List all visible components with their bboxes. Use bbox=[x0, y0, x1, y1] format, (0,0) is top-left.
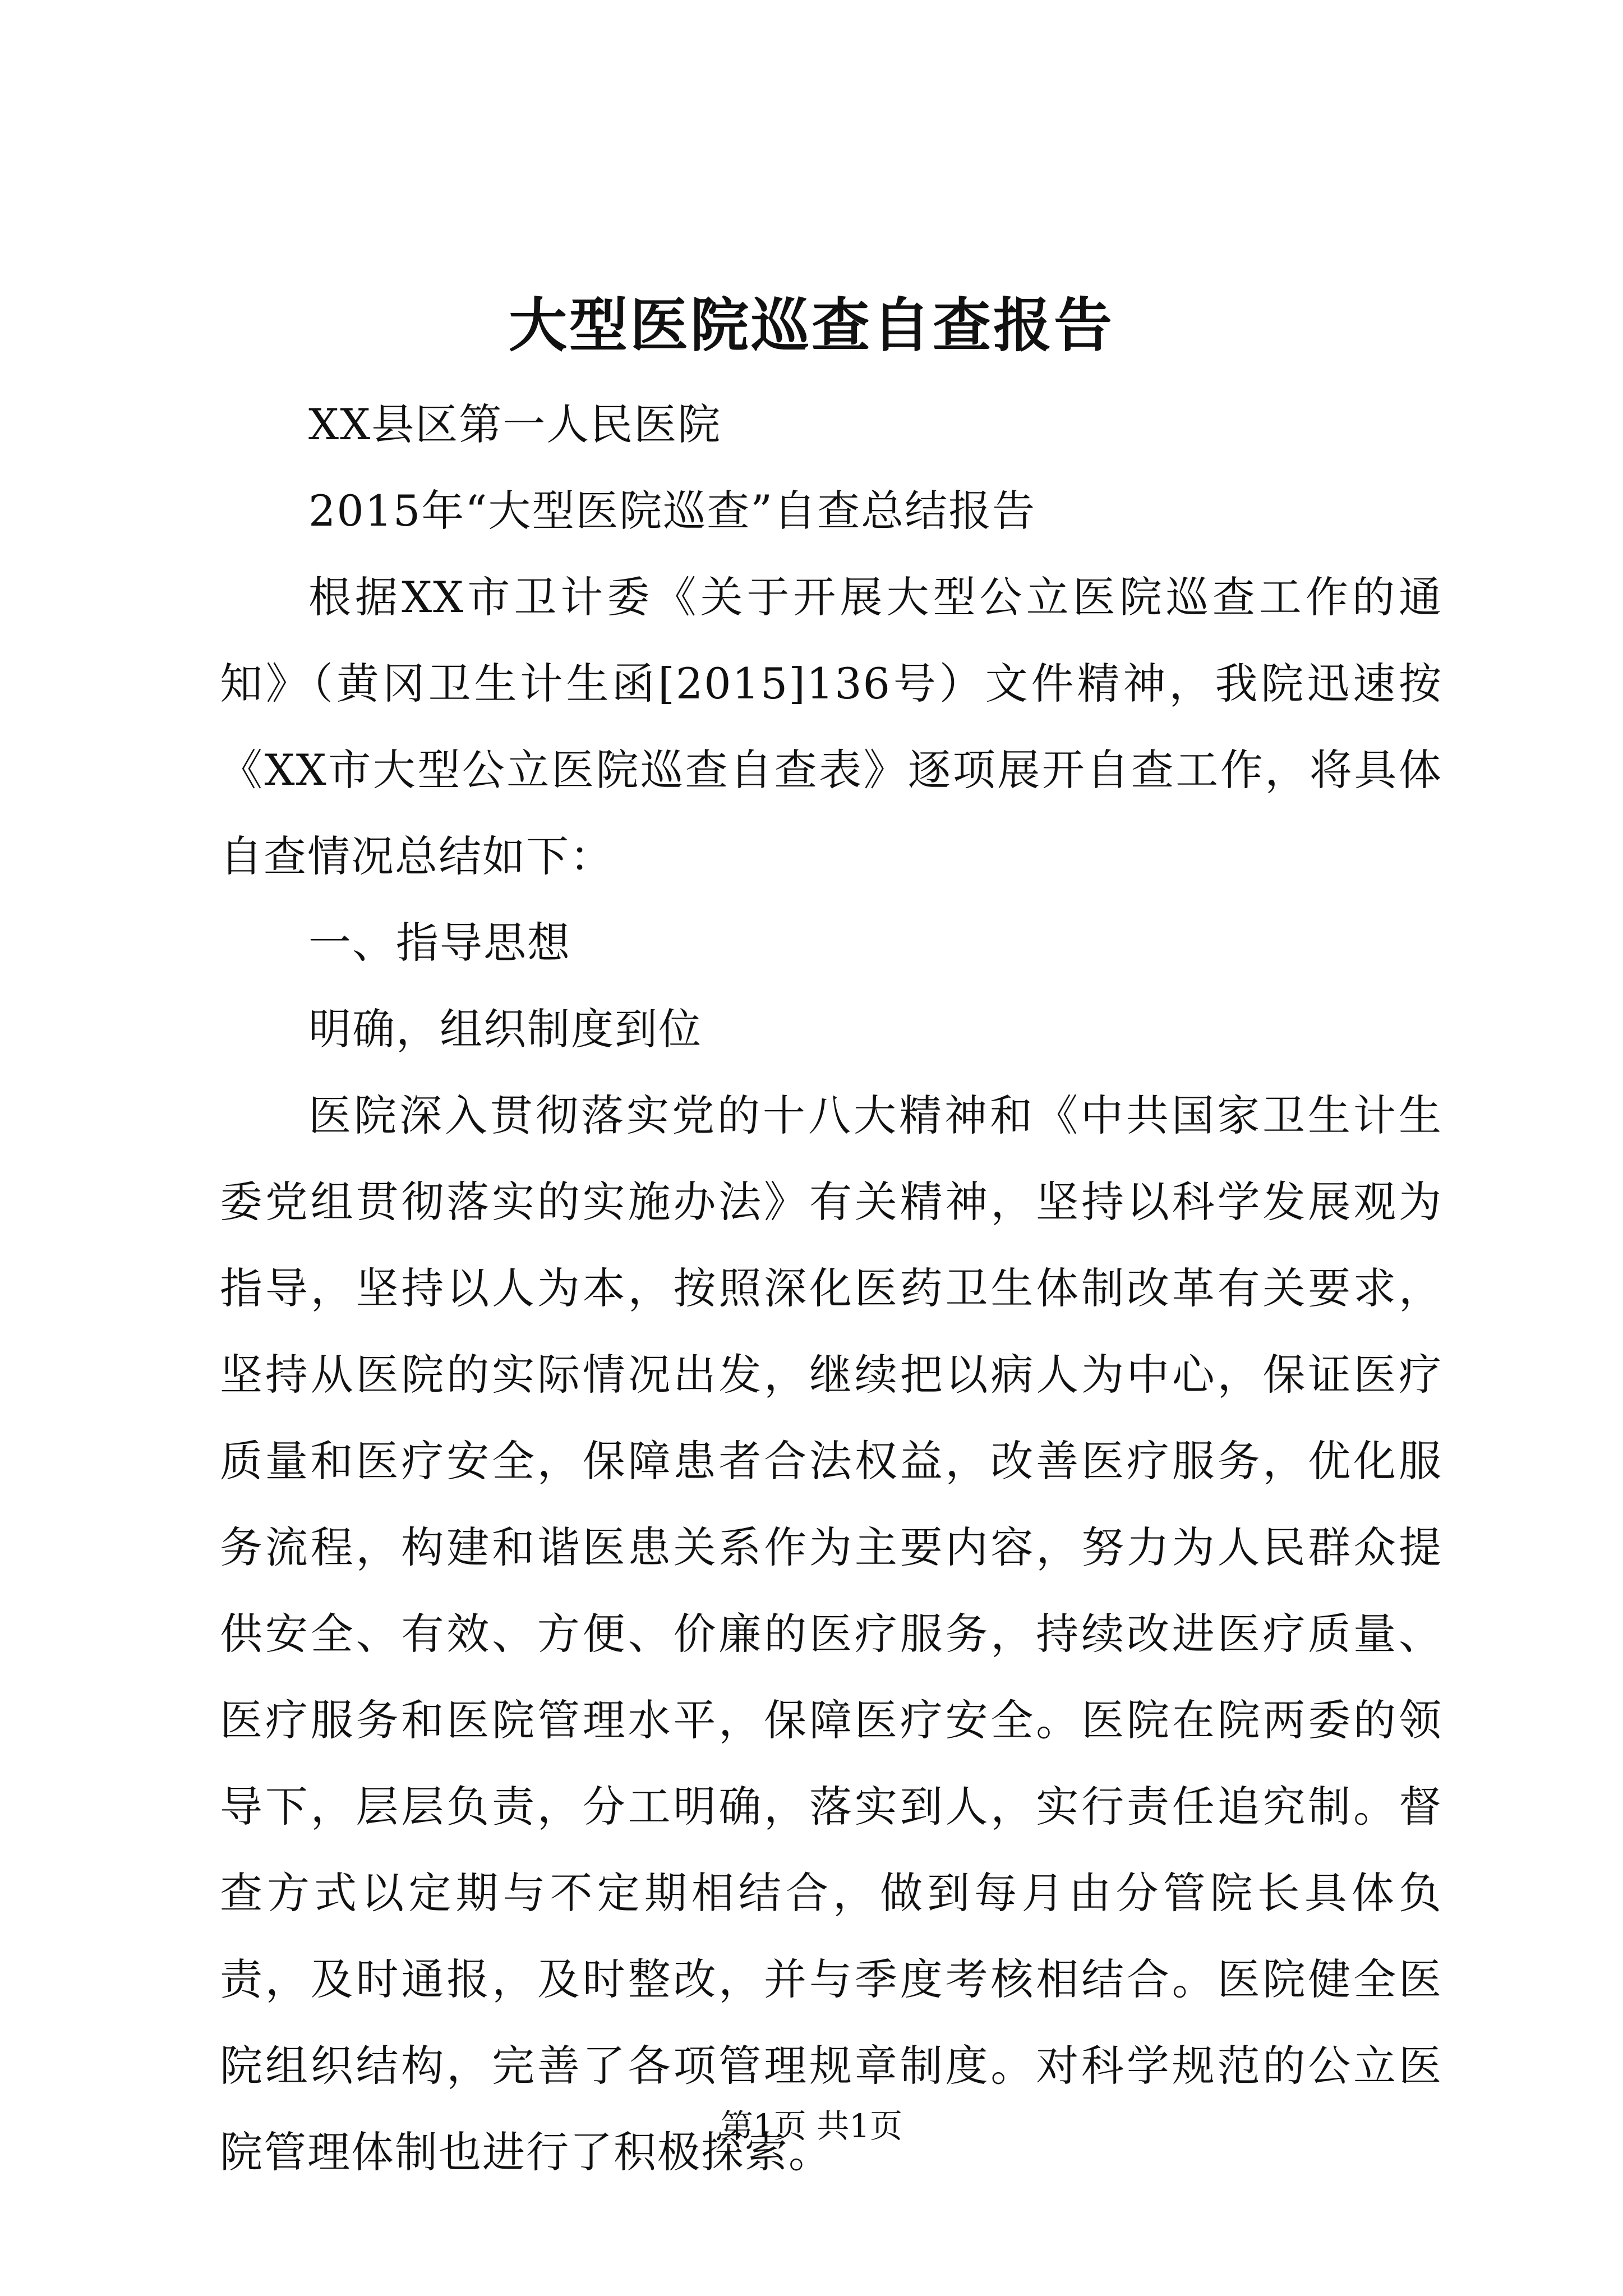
hospital-name-line: XX县区第一人民医院 bbox=[308, 399, 722, 449]
section-subheading: 明确，组织制度到位 bbox=[308, 1004, 702, 1054]
page-footer: 第1页 共1页 bbox=[720, 2107, 903, 2145]
intro-paragraph: 根据XX市卫计委《关于开展大型公立医院巡查工作的通知》（黄冈卫生计生函[2015]136号）文件精神，我院迅速按《XX市大型公立医院巡查自查表》逐项展开自查工作，将具体自查情况总结如下： bbox=[220, 572, 1442, 881]
report-subtitle-line: 2015年“大型医院巡查”自查总结报告 bbox=[308, 486, 1036, 536]
document-body bbox=[220, 381, 1442, 2196]
document-title: 大型医院巡查自查报告 bbox=[508, 291, 1114, 360]
section-heading: 一、指导思想 bbox=[308, 918, 571, 968]
body-paragraph: 医院深入贯彻落实党的十八大精神和《中共国家卫生计生委党组贯彻落实的实施办法》有关精神，坚持以科学发展观为指导，坚持以人为本，按照深化医药卫生体制改革有关要求，坚持从医院的实际情况出发，继续把以病人为中心，保证医疗质量和医疗安全，保障患者合法权益，改善医疗服务，优化服务流程，构建和谐医患关系作为主要内容，努力为人民群众提供安全、有效、方便、价廉的医疗服务，持续改进医疗质量、医疗服务和医院管理水平，保障医疗安全。医院在院两委的领导下，层层负责，分工明确，落实到人，实行责任追究制。督查方式以定期与不定期相结合，做到每月由分管院长具体负责，及时通报，及时整改，并与季度考核相结合。医院健全医院组织结构，完善了各项管理规章制度。对科学规范的公立医院管理体制也进行了积极探索。 bbox=[220, 1091, 1442, 2177]
